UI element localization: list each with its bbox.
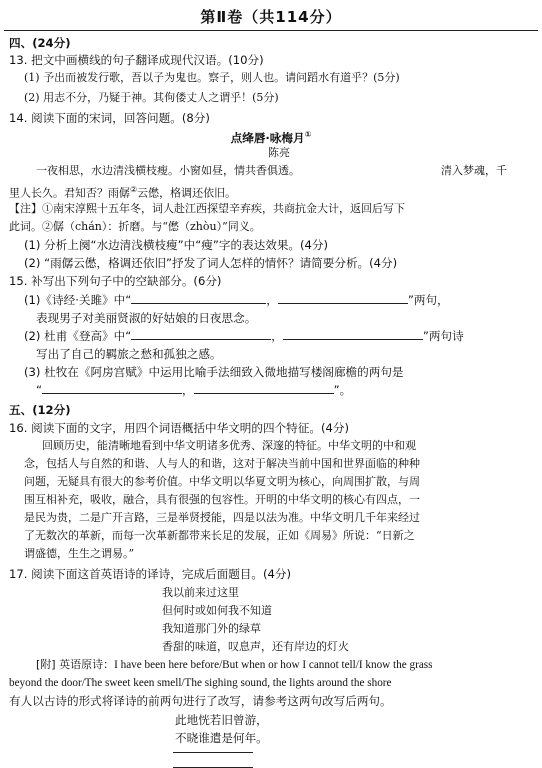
answer-blank[interactable] <box>131 293 266 304</box>
page-title: 第Ⅱ卷（共114分） <box>200 8 342 26</box>
q13-sub1: (1) 予出而被发行歌，吾以子为鬼也。察子，则人也。请问蹈水有道乎？(5分) <box>24 71 400 84</box>
q15-sub2-desc: 写出了自己的羁旅之愁和孤独之感。 <box>36 347 222 361</box>
answer-blank[interactable] <box>278 293 408 304</box>
q17-stem: 17. 阅读下面这首英语诗的译诗，完成后面题目。(4分) <box>9 567 292 581</box>
q15-3-open: “ <box>36 383 43 397</box>
poem-title-text: 点绛唇·咏梅月 <box>230 130 305 145</box>
q15-1-suffix: ”两句， <box>407 293 449 307</box>
q17-instruction: 有人以古诗的形式将译诗的前两句进行了改写，请参考这两句改写后两句。 <box>9 694 392 708</box>
poem-author: 陈亮 <box>268 146 290 159</box>
poem-title <box>0 127 542 146</box>
q15-2-suffix: ”两句诗 <box>422 329 464 343</box>
english-poem-text-1: I have been here before/But when or how I cannot tell/I know the grass <box>114 659 433 671</box>
q15-sub1-desc: 表现男子对美丽贤淑的好姑娘的日夜思念。 <box>36 311 257 325</box>
q16-para-2: 念，包括人与自然的和谐、人与人的和谐，这对于解决当前中国和世界面临的种种 <box>24 457 420 470</box>
q15-3-comma: ， <box>182 383 194 397</box>
q15-1-comma: ， <box>266 293 278 307</box>
poem-line-1a: 一夜相思，水边清浅横枝瘦。小窗如昼，情共香俱透。 <box>36 164 300 177</box>
answer-blank[interactable] <box>42 383 182 394</box>
poem-line-2-mark: ② <box>130 185 138 194</box>
q15-stem: 15. 补写出下列句子中的空缺部分。(6分) <box>9 274 222 288</box>
poem-line-2a: 里人长久。君知否？雨僝 <box>9 186 130 200</box>
rewrite-line-1: 此地恍若旧曾游， <box>175 713 268 727</box>
q16-para-6: 了无数次的革新，而每一次革新都带来长足的发展，正如《周易》所说：“日新之 <box>24 529 415 542</box>
title-divider <box>4 30 538 31</box>
q14-stem: 14. 阅读下面的宋词，回答问题。(8分) <box>9 111 210 125</box>
answer-blank[interactable] <box>131 329 271 340</box>
q14-sub1: (1) 分析上阕“水边清浅横枝瘦”中“瘦”字的表达效果。(4分) <box>24 238 329 252</box>
answer-blank[interactable] <box>173 757 253 768</box>
q16-para-1: 回顾历史，能清晰地看到中华文明诸多优秀、深邃的特征。中华文明的中和观 <box>42 439 416 452</box>
translation-line-3: 我知道那门外的绿草 <box>162 622 261 635</box>
q15-sub1 <box>24 292 449 308</box>
answer-blank[interactable] <box>283 329 423 340</box>
q13-stem: 13. 把文中画横线的句子翻译成现代汉语。(10分) <box>9 53 264 67</box>
english-poem-label: [附] 英语原诗： <box>36 658 115 671</box>
q14-sub2: (2) “雨僝云僽，格调还依旧”抒发了词人怎样的情怀？请简要分析。(4分) <box>24 256 398 270</box>
q15-sub3: (3) 杜牧在《阿房宫赋》中运用比喻手法细致入微地描写楼阁廊檐的两句是 <box>24 365 404 379</box>
english-poem-line-1 <box>36 657 433 673</box>
rewrite-line-2: 不晓谁遣是何年。 <box>175 731 268 745</box>
translation-line-1: 我以前来过这里 <box>162 586 239 599</box>
q15-3-close: ”。 <box>333 383 352 397</box>
q15-1-prefix: (1)《诗经·关雎》中“ <box>24 293 132 307</box>
q13-sub2: (2) 用志不分，乃疑于神。其佝偻丈人之谓乎！(5分) <box>24 91 279 104</box>
translation-line-4: 香甜的味道，叹息声，还有岸边的灯火 <box>162 640 349 653</box>
poem-note-1: 【注】①南宋淳熙十五年冬，词人赴江西探望辛弃疾，共商抗金大计，返回后写下 <box>9 202 405 215</box>
q16-para-4: 围互相补充，吸收，融合，具有很强的包容性。开明的中华文明的核心有四点，一 <box>24 493 420 506</box>
poem-line-2b: 云僽，格调还依旧。 <box>137 186 237 200</box>
translation-line-2: 但何时或如何我不知道 <box>162 604 272 617</box>
poem-line-2 <box>9 182 236 202</box>
section-4-heading: 四、(24分) <box>9 36 71 50</box>
poem-line-1b: 清入梦魂，千 <box>441 164 507 177</box>
q15-2-prefix: (2) 杜甫《登高》中“ <box>24 329 132 343</box>
q15-sub2 <box>24 328 464 344</box>
poem-title-mark: ① <box>304 130 312 139</box>
answer-blank[interactable] <box>173 742 253 753</box>
q15-2-comma: ， <box>271 329 283 343</box>
section-5-heading: 五、(12分) <box>9 403 71 417</box>
q16-para-5: 是民为贵，二是广开言路，三是举贤授能，四是以法为准。中华文明几千年来经过 <box>24 511 420 524</box>
english-poem-line-2: beyond the door/The sweet keen smell/The sighing sound, the lights around the shore <box>9 677 392 689</box>
q15-sub3-blanks <box>36 382 351 398</box>
poem-note-2: 此词。②僝（chán）：折磨。与“僽（zhòu）”同义。 <box>9 220 261 233</box>
q16-para-3: 问题，无疑具有很大的参考价值。中华文明以华夏文明为核心，向周围扩散，与周 <box>24 475 420 488</box>
q16-stem: 16. 阅读下面的文字，用四个词语概括中华文明的四个特征。(4分) <box>9 421 349 435</box>
answer-blank[interactable] <box>194 383 334 394</box>
q16-para-7: 谓盛德，生生之谓易。” <box>24 547 135 560</box>
